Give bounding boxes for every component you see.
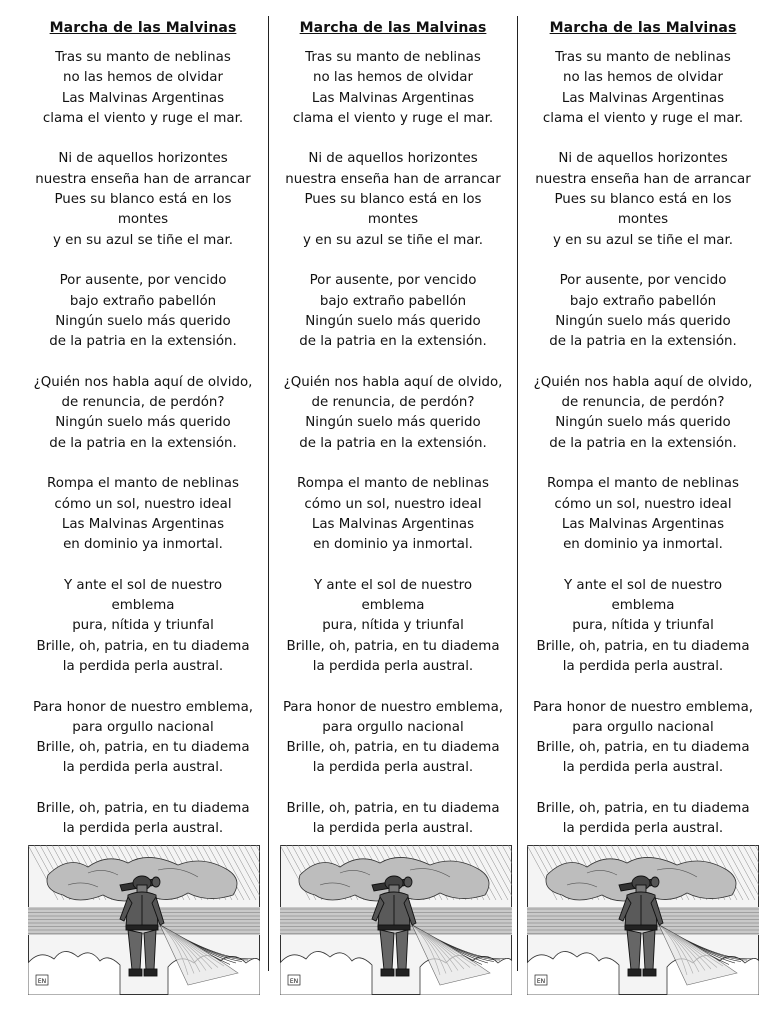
verse-line: Brille, oh, patria, en tu diadema xyxy=(36,800,250,816)
column-divider xyxy=(517,16,518,971)
verse-line: Rompa el manto de neblinas xyxy=(47,476,239,492)
verse-line: Ningún suelo más querido xyxy=(55,415,231,431)
verse-line: bajo extraño pabellón xyxy=(69,293,217,309)
verse-line: Ningún suelo más querido xyxy=(555,313,731,329)
verse-line: Brille, oh, patria, en tu diadema xyxy=(286,800,500,816)
verse-line: de renuncia, de perdón? xyxy=(561,395,725,411)
verse-line: Y ante el sol de nuestro xyxy=(313,577,473,593)
verse-line: en dominio ya inmortal. xyxy=(563,537,723,553)
verse-line: Brille, oh, patria, en tu diadema xyxy=(36,740,250,756)
lyrics-column xyxy=(520,14,766,860)
verse-line: nuestra enseña han de arrancar xyxy=(285,171,501,187)
verse-line: Brille, oh, patria, en tu diadema xyxy=(536,800,750,816)
verse-line: de la patria en la extensión. xyxy=(299,435,487,451)
verse xyxy=(20,576,266,677)
verse-line: Pues su blanco está en los xyxy=(304,192,482,208)
verse xyxy=(270,474,516,555)
verse-line: Brille, oh, patria, en tu diadema xyxy=(36,638,250,654)
lyrics-column xyxy=(20,14,266,860)
verse-line: Brille, oh, patria, en tu diadema xyxy=(536,740,750,756)
verse-line: montes xyxy=(367,212,419,228)
verse-line: nuestra enseña han de arrancar xyxy=(35,171,251,187)
verse-line: Ningún suelo más querido xyxy=(305,415,481,431)
verse-line: Las Malvinas Argentinas xyxy=(561,516,725,532)
verse-line: y en su azul se tiñe el mar. xyxy=(552,232,733,248)
verse-line: de la patria en la extensión. xyxy=(299,334,487,350)
verse-line: la perdida perla austral. xyxy=(62,760,224,776)
verse-line: Por ausente, por vencido xyxy=(559,273,727,289)
verse-line: cómo un sol, nuestro ideal xyxy=(304,496,482,512)
verse-line: no las hemos de olvidar xyxy=(312,70,474,86)
verse-line: Las Malvinas Argentinas xyxy=(311,90,475,106)
verse-line: para orgullo nacional xyxy=(72,719,214,735)
verse-line: Por ausente, por vencido xyxy=(309,273,477,289)
verse xyxy=(270,271,516,352)
verse-line: en dominio ya inmortal. xyxy=(63,537,223,553)
verse-line: de la patria en la extensión. xyxy=(549,334,737,350)
verse xyxy=(20,149,266,250)
svg-text:EN: EN xyxy=(536,978,546,985)
verse xyxy=(270,48,516,129)
verse-line: Ni de aquellos horizontes xyxy=(308,151,478,167)
verse-line: clama el viento y ruge el mar. xyxy=(542,110,744,126)
verse-line: bajo extraño pabellón xyxy=(569,293,717,309)
verse xyxy=(20,474,266,555)
verse-line: la perdida perla austral. xyxy=(562,821,724,837)
verse-line: Tras su manto de neblinas xyxy=(305,50,481,65)
verse-line: la perdida perla austral. xyxy=(312,658,474,674)
verse-line: montes xyxy=(617,212,669,228)
song-title: Marcha de las Malvinas xyxy=(299,20,487,36)
verse xyxy=(270,373,516,454)
verse-line: pura, nítida y triunfal xyxy=(72,618,214,634)
verse-line: clama el viento y ruge el mar. xyxy=(42,110,244,126)
verse xyxy=(520,271,766,352)
verse xyxy=(270,576,516,677)
verse-line: ¿Quién nos habla aquí de olvido, xyxy=(533,374,753,390)
verse-line: la perdida perla austral. xyxy=(62,658,224,674)
verse-line: emblema xyxy=(111,598,175,614)
verse-line: Ningún suelo más querido xyxy=(305,313,481,329)
column-divider xyxy=(268,16,269,971)
song-title: Marcha de las Malvinas xyxy=(49,20,237,36)
verse-line: Pues su blanco está en los xyxy=(54,192,232,208)
verse-line: Rompa el manto de neblinas xyxy=(547,476,739,492)
verse xyxy=(520,373,766,454)
verse-line: y en su azul se tiñe el mar. xyxy=(52,232,233,248)
soldier-illustration xyxy=(280,845,512,995)
verse-line: nuestra enseña han de arrancar xyxy=(535,171,751,187)
verse-line: cómo un sol, nuestro ideal xyxy=(54,496,232,512)
verse-line: Ni de aquellos horizontes xyxy=(58,151,228,167)
verse-line: de renuncia, de perdón? xyxy=(61,395,225,411)
song-title: Marcha de las Malvinas xyxy=(549,20,737,36)
verse-line: Para honor de nuestro emblema, xyxy=(532,699,754,715)
verse-line: Ningún suelo más querido xyxy=(55,313,231,329)
verse-line: Brille, oh, patria, en tu diadema xyxy=(536,638,750,654)
verse-line: Para honor de nuestro emblema, xyxy=(32,699,254,715)
verse-line: Las Malvinas Argentinas xyxy=(561,90,725,106)
verse-line: la perdida perla austral. xyxy=(312,821,474,837)
verse xyxy=(20,271,266,352)
verse xyxy=(20,799,266,840)
verse xyxy=(20,698,266,779)
verse-line: emblema xyxy=(611,598,675,614)
verse xyxy=(270,149,516,250)
verse-line: de la patria en la extensión. xyxy=(549,435,737,451)
verse-line: Tras su manto de neblinas xyxy=(555,50,731,65)
verse-line: de renuncia, de perdón? xyxy=(311,395,475,411)
verse-line: ¿Quién nos habla aquí de olvido, xyxy=(283,374,503,390)
verse-line: Las Malvinas Argentinas xyxy=(311,516,475,532)
verse xyxy=(520,48,766,129)
lyrics-column xyxy=(270,14,516,860)
verse-line: para orgullo nacional xyxy=(572,719,714,735)
soldier-illustration xyxy=(527,845,759,995)
verse-line: en dominio ya inmortal. xyxy=(313,537,473,553)
verse xyxy=(520,149,766,250)
verse-line: Por ausente, por vencido xyxy=(59,273,227,289)
verse-line: para orgullo nacional xyxy=(322,719,464,735)
verse-line: la perdida perla austral. xyxy=(312,760,474,776)
verse-line: y en su azul se tiñe el mar. xyxy=(302,232,483,248)
verse-line: la perdida perla austral. xyxy=(62,821,224,837)
verse-line: Brille, oh, patria, en tu diadema xyxy=(286,740,500,756)
verse-line: Brille, oh, patria, en tu diadema xyxy=(286,638,500,654)
verse-line: de la patria en la extensión. xyxy=(49,435,237,451)
verse xyxy=(520,799,766,840)
verse xyxy=(520,474,766,555)
verse-line: la perdida perla austral. xyxy=(562,760,724,776)
svg-text:EN: EN xyxy=(289,978,299,985)
verse-line: de la patria en la extensión. xyxy=(49,334,237,350)
verse-line: pura, nítida y triunfal xyxy=(322,618,464,634)
verse-line: Rompa el manto de neblinas xyxy=(297,476,489,492)
verse-line: ¿Quién nos habla aquí de olvido, xyxy=(33,374,253,390)
verse-line: pura, nítida y triunfal xyxy=(572,618,714,634)
verse-line: Ni de aquellos horizontes xyxy=(558,151,728,167)
verse-line: no las hemos de olvidar xyxy=(562,70,724,86)
verse xyxy=(270,698,516,779)
verse-line: Y ante el sol de nuestro xyxy=(63,577,223,593)
verse-line: Pues su blanco está en los xyxy=(554,192,732,208)
verse xyxy=(520,576,766,677)
svg-text:EN: EN xyxy=(37,978,47,985)
verse-line: Las Malvinas Argentinas xyxy=(61,90,225,106)
soldier-illustration xyxy=(28,845,260,995)
verse xyxy=(520,698,766,779)
verse-line: clama el viento y ruge el mar. xyxy=(292,110,494,126)
verse-line: Ningún suelo más querido xyxy=(555,415,731,431)
verse-line: montes xyxy=(117,212,169,228)
verse-line: Y ante el sol de nuestro xyxy=(563,577,723,593)
verse-line: cómo un sol, nuestro ideal xyxy=(554,496,732,512)
verse xyxy=(20,48,266,129)
verse-line: bajo extraño pabellón xyxy=(319,293,467,309)
verse-line: no las hemos de olvidar xyxy=(62,70,224,86)
verse-line: emblema xyxy=(361,598,425,614)
verse-line: Las Malvinas Argentinas xyxy=(61,516,225,532)
verse xyxy=(20,373,266,454)
verse-line: Tras su manto de neblinas xyxy=(55,50,231,65)
verse xyxy=(270,799,516,840)
verse-line: Para honor de nuestro emblema, xyxy=(282,699,504,715)
verse-line: la perdida perla austral. xyxy=(562,658,724,674)
